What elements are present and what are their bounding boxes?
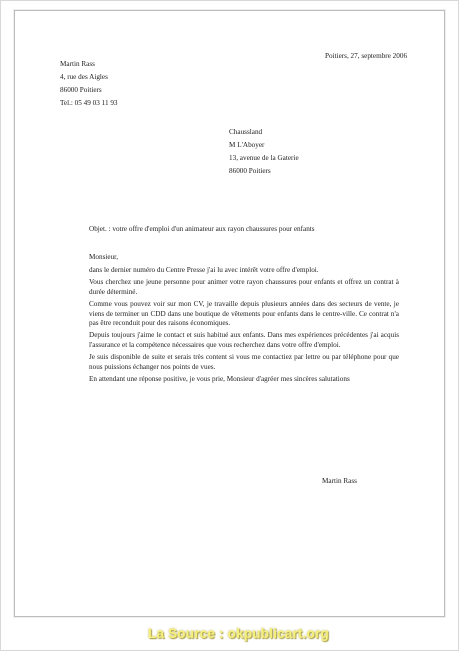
letter-signature: Martin Rass [322,477,357,485]
letter-date: Poitiers, 27, septembre 2006 [325,52,408,60]
body-paragraph: Comme vous pouvez voir sur mon CV, je travaille depuis plusieurs années dans des secteurs de vente, je viens de terminer un CDD dans une boutique de vêtements pour enfants dans le centre-ville. Ce contrat n'a pas être reconduit pour des raisons économiques. [89,299,399,328]
source-watermark: La Source : okpublicart.org [148,626,329,641]
sender-name: Martin Rass [60,60,95,68]
letter-body [89,266,399,387]
sender-address [60,58,118,110]
recipient-city: 86000 Poitiers [229,167,271,175]
body-paragraph: Vous cherchez une jeune personne pour animer votre rayon chaussures pour enfants et offrez un contrat à durée déterminé. [89,278,399,296]
recipient-company: Chaussland [229,128,263,136]
body-paragraph: Depuis toujours j'aime le contact et suis habitué aux enfants. Dans mes expériences précédentes j'ai acquis l'assurance et la compétence nécessaires que vous recherchez dans votre offre d'emploi. [89,331,399,349]
sender-street: 4, rue des Aigles [60,73,108,81]
letter-greeting: Monsieur, [89,253,119,261]
recipient-street: 13, avenue de la Gaterie [229,154,299,162]
recipient-person: M L'Aboyer [229,141,265,149]
body-paragraph: En attendant une réponse positive, je vous prie, Monsieur d'agréer mes sincères salutations [89,374,350,383]
body-paragraph: dans le dernier numéro du Centre Presse j'ai lu avec intérêt votre offre d'emploi. [89,266,319,274]
sender-phone: Tel.: 05 49 03 11 93 [60,99,118,107]
recipient-address [229,126,299,178]
letter-subject: Objet. : votre offre d'emploi d'un animateur aux rayon chaussures pour enfants [89,225,315,233]
sender-city: 86000 Poitiers [60,86,102,94]
body-paragraph: Je suis disponible de suite et serais très content si vous me contactiez par lettre ou par téléphone pour que nous puissions échanger nos points de vues. [89,353,399,371]
